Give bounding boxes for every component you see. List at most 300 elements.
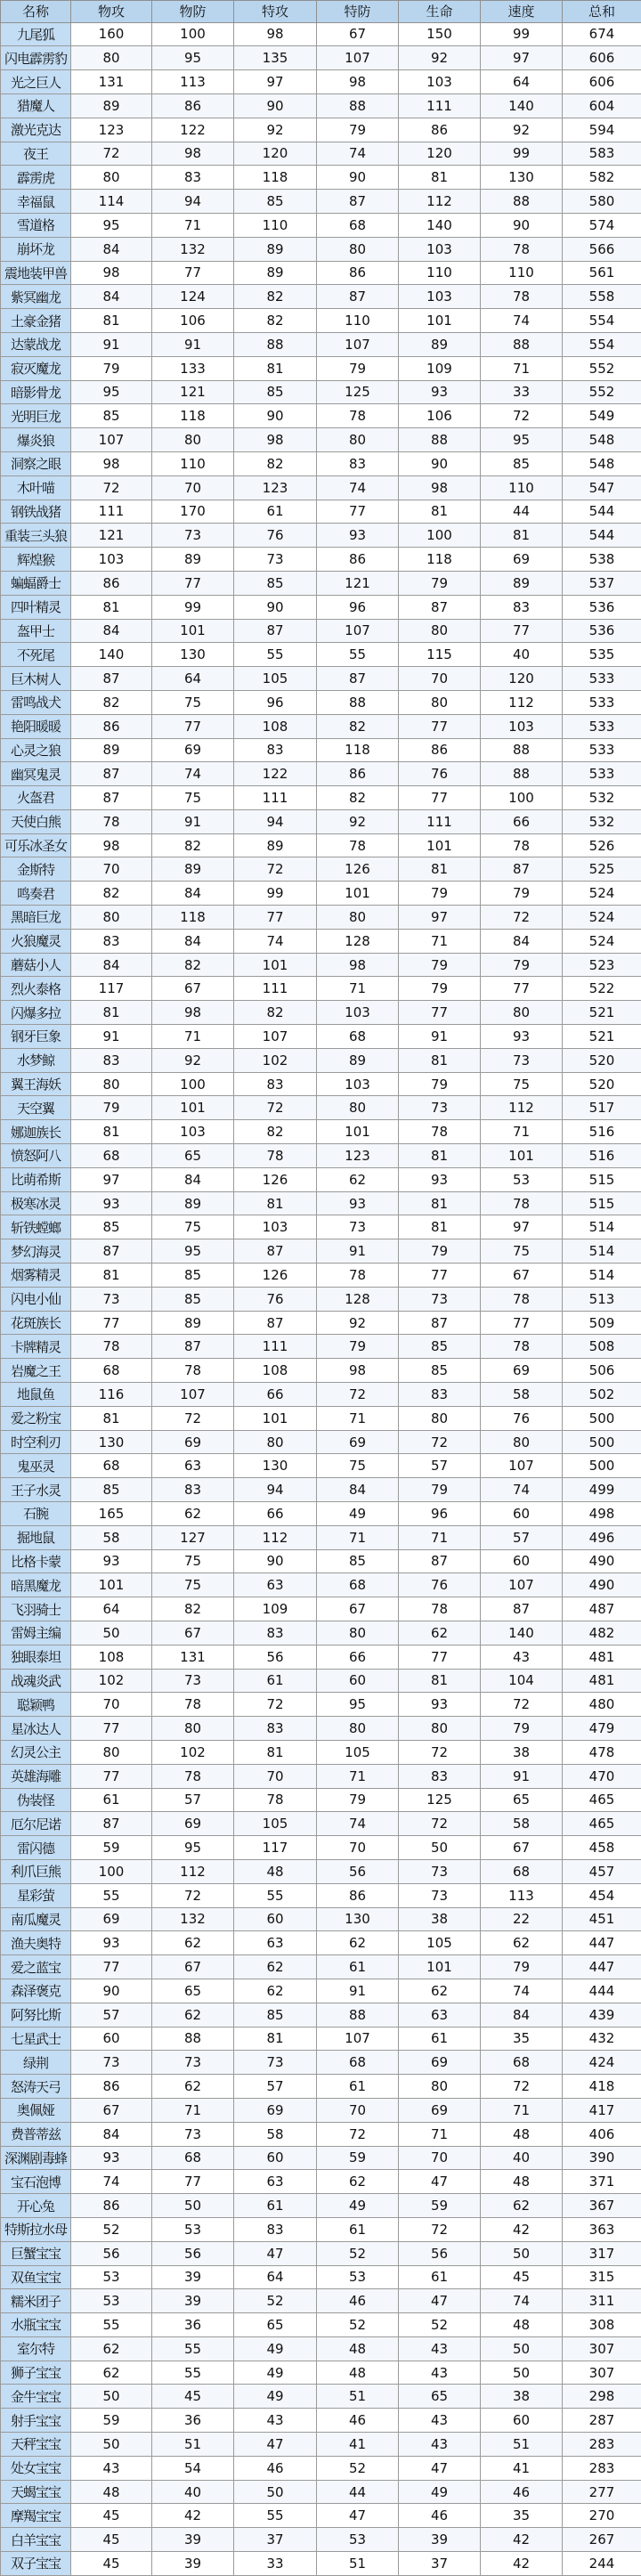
- table-row: [1, 404, 641, 428]
- table-row: [1, 1597, 641, 1621]
- special-attack-cell: 90: [234, 1549, 317, 1573]
- name-cell: 闪电小仙: [1, 1287, 71, 1311]
- speed-cell: 42: [481, 2552, 563, 2576]
- total-cell: 533: [563, 690, 641, 714]
- phys-attack-cell: 82: [71, 882, 152, 906]
- name-cell: 鸣奏君: [1, 882, 71, 906]
- total-cell: 270: [563, 2504, 641, 2528]
- total-cell: 315: [563, 2265, 641, 2289]
- total-cell: 363: [563, 2217, 641, 2241]
- name-cell: 雷姆主编: [1, 1621, 71, 1645]
- special-defense-cell: 51: [317, 2552, 399, 2576]
- phys-defense-cell: 102: [152, 1740, 234, 1764]
- phys-defense-cell: 92: [152, 1048, 234, 1072]
- speed-cell: 91: [481, 1764, 563, 1788]
- speed-cell: 46: [481, 2480, 563, 2504]
- name-cell: 可乐冰圣女: [1, 833, 71, 857]
- special-attack-cell: 94: [234, 809, 317, 833]
- phys-defense-cell: 45: [152, 2385, 234, 2409]
- hp-cell: 110: [399, 261, 481, 285]
- phys-attack-cell: 52: [71, 2217, 152, 2241]
- special-defense-cell: 53: [317, 2528, 399, 2552]
- table-row: [1, 2003, 641, 2027]
- speed-cell: 45: [481, 2265, 563, 2289]
- phys-defense-cell: 55: [152, 2361, 234, 2385]
- hp-cell: 80: [399, 1717, 481, 1741]
- name-cell: 洞察之眼: [1, 451, 71, 475]
- hp-cell: 50: [399, 1836, 481, 1860]
- phys-attack-cell: 70: [71, 1693, 152, 1717]
- special-defense-cell: 71: [317, 977, 399, 1001]
- speed-cell: 75: [481, 1239, 563, 1264]
- phys-defense-cell: 56: [152, 2241, 234, 2265]
- phys-attack-cell: 85: [71, 1478, 152, 1502]
- hp-cell: 109: [399, 356, 481, 380]
- table-row: [1, 1191, 641, 1215]
- total-cell: 500: [563, 1406, 641, 1430]
- speed-cell: 43: [481, 1645, 563, 1669]
- phys-attack-cell: 116: [71, 1383, 152, 1407]
- phys-defense-cell: 51: [152, 2433, 234, 2457]
- speed-cell: 87: [481, 1597, 563, 1621]
- total-cell: 447: [563, 1955, 641, 1979]
- phys-attack-cell: 98: [71, 261, 152, 285]
- name-cell: 激光克达: [1, 118, 71, 142]
- total-cell: 517: [563, 1096, 641, 1120]
- speed-cell: 113: [481, 1883, 563, 1907]
- special-attack-cell: 90: [234, 404, 317, 428]
- phys-defense-cell: 53: [152, 2217, 234, 2241]
- phys-attack-cell: 80: [71, 906, 152, 930]
- special-defense-cell: 80: [317, 237, 399, 261]
- hp-cell: 38: [399, 1907, 481, 1931]
- name-cell: 光之巨人: [1, 70, 71, 94]
- phys-defense-cell: 80: [152, 428, 234, 452]
- special-defense-cell: 48: [317, 2361, 399, 2385]
- total-cell: 502: [563, 1383, 641, 1407]
- phys-attack-cell: 90: [71, 1979, 152, 2003]
- table-row: [1, 428, 641, 452]
- phys-defense-cell: 91: [152, 809, 234, 833]
- special-attack-cell: 110: [234, 213, 317, 237]
- special-defense-cell: 91: [317, 1239, 399, 1264]
- phys-defense-cell: 63: [152, 1454, 234, 1478]
- special-attack-cell: 101: [234, 953, 317, 977]
- speed-cell: 51: [481, 2433, 563, 2457]
- special-attack-cell: 85: [234, 571, 317, 595]
- hp-cell: 85: [399, 1359, 481, 1383]
- speed-cell: 78: [481, 237, 563, 261]
- phys-attack-cell: 131: [71, 70, 152, 94]
- name-cell: 紫冥幽龙: [1, 285, 71, 309]
- phys-defense-cell: 88: [152, 2027, 234, 2051]
- speed-cell: 66: [481, 809, 563, 833]
- special-defense-cell: 103: [317, 1001, 399, 1025]
- hp-cell: 81: [399, 500, 481, 524]
- hp-cell: 72: [399, 1812, 481, 1836]
- name-cell: 处女宝宝: [1, 2456, 71, 2480]
- table-row: [1, 833, 641, 857]
- phys-attack-cell: 55: [71, 1883, 152, 1907]
- speed-cell: 101: [481, 1144, 563, 1168]
- phys-attack-cell: 77: [71, 1764, 152, 1788]
- phys-defense-cell: 78: [152, 1359, 234, 1383]
- special-defense-cell: 86: [317, 762, 399, 786]
- name-cell: 钢铁战猪: [1, 500, 71, 524]
- total-cell: 244: [563, 2552, 641, 2576]
- phys-defense-cell: 42: [152, 2504, 234, 2528]
- name-cell: 聪颖鸭: [1, 1693, 71, 1717]
- special-attack-cell: 123: [234, 475, 317, 500]
- phys-attack-cell: 84: [71, 285, 152, 309]
- phys-defense-cell: 89: [152, 857, 234, 882]
- table-row: [1, 1573, 641, 1597]
- phys-defense-cell: 39: [152, 2528, 234, 2552]
- total-cell: 451: [563, 1907, 641, 1931]
- special-defense-cell: 67: [317, 1597, 399, 1621]
- name-cell: 花斑族长: [1, 1311, 71, 1335]
- special-defense-cell: 80: [317, 1096, 399, 1120]
- table-row: [1, 1144, 641, 1168]
- special-defense-cell: 80: [317, 428, 399, 452]
- name-cell: 时空利刃: [1, 1430, 71, 1454]
- phys-defense-cell: 101: [152, 619, 234, 643]
- hp-cell: 150: [399, 22, 481, 46]
- phys-defense-cell: 132: [152, 237, 234, 261]
- phys-attack-cell: 74: [71, 2170, 152, 2194]
- special-attack-cell: 56: [234, 1645, 317, 1669]
- phys-defense-cell: 118: [152, 906, 234, 930]
- special-attack-cell: 94: [234, 1478, 317, 1502]
- name-cell: 不死尾: [1, 643, 71, 667]
- name-cell: 英雄海雕: [1, 1764, 71, 1788]
- name-cell: 利爪巨熊: [1, 1859, 71, 1883]
- phys-attack-cell: 160: [71, 22, 152, 46]
- special-defense-cell: 72: [317, 1383, 399, 1407]
- speed-cell: 88: [481, 332, 563, 356]
- name-cell: 幽冥鬼灵: [1, 762, 71, 786]
- table-row: [1, 500, 641, 524]
- speed-cell: 72: [481, 2075, 563, 2099]
- phys-attack-cell: 50: [71, 1621, 152, 1645]
- special-attack-cell: 102: [234, 1048, 317, 1072]
- hp-cell: 77: [399, 1264, 481, 1288]
- special-defense-cell: 80: [317, 1621, 399, 1645]
- table-row: [1, 2051, 641, 2075]
- special-defense-cell: 110: [317, 309, 399, 333]
- hp-cell: 85: [399, 1335, 481, 1359]
- table-row: [1, 1621, 641, 1645]
- phys-attack-cell: 81: [71, 1406, 152, 1430]
- speed-cell: 93: [481, 1025, 563, 1049]
- special-attack-cell: 76: [234, 524, 317, 548]
- total-cell: 558: [563, 285, 641, 309]
- special-defense-cell: 62: [317, 2170, 399, 2194]
- phys-attack-cell: 140: [71, 643, 152, 667]
- phys-defense-cell: 130: [152, 643, 234, 667]
- phys-attack-cell: 68: [71, 1144, 152, 1168]
- special-attack-cell: 48: [234, 1859, 317, 1883]
- phys-defense-cell: 122: [152, 118, 234, 142]
- special-defense-cell: 105: [317, 1740, 399, 1764]
- name-cell: 寂灭魔龙: [1, 356, 71, 380]
- special-attack-cell: 61: [234, 2194, 317, 2218]
- speed-cell: 67: [481, 1264, 563, 1288]
- special-attack-cell: 62: [234, 1979, 317, 2003]
- total-cell: 406: [563, 2122, 641, 2146]
- speed-cell: 50: [481, 2241, 563, 2265]
- phys-defense-cell: 113: [152, 70, 234, 94]
- special-defense-cell: 92: [317, 809, 399, 833]
- special-attack-cell: 108: [234, 714, 317, 738]
- hp-cell: 106: [399, 404, 481, 428]
- hp-cell: 77: [399, 1645, 481, 1669]
- name-cell: 天使白熊: [1, 809, 71, 833]
- special-attack-cell: 103: [234, 1215, 317, 1239]
- phys-attack-cell: 108: [71, 1645, 152, 1669]
- phys-attack-cell: 73: [71, 2051, 152, 2075]
- phys-defense-cell: 55: [152, 2336, 234, 2361]
- table-row: [1, 1764, 641, 1788]
- phys-attack-cell: 114: [71, 190, 152, 214]
- name-cell: 烟雾精灵: [1, 1264, 71, 1288]
- phys-defense-cell: 103: [152, 1120, 234, 1144]
- table-row: [1, 1167, 641, 1191]
- name-cell: 黑暗巨龙: [1, 906, 71, 930]
- hp-cell: 83: [399, 1383, 481, 1407]
- hp-cell: 120: [399, 142, 481, 166]
- phys-defense-cell: 72: [152, 1883, 234, 1907]
- phys-attack-cell: 117: [71, 977, 152, 1001]
- name-cell: 摩羯宝宝: [1, 2504, 71, 2528]
- total-cell: 465: [563, 1812, 641, 1836]
- phys-attack-cell: 81: [71, 1264, 152, 1288]
- name-cell: 渔夫奥特: [1, 1931, 71, 1955]
- special-defense-cell: 80: [317, 1717, 399, 1741]
- special-defense-cell: 52: [317, 2241, 399, 2265]
- special-defense-cell: 101: [317, 882, 399, 906]
- total-cell: 594: [563, 118, 641, 142]
- special-defense-cell: 98: [317, 70, 399, 94]
- hp-cell: 63: [399, 2003, 481, 2027]
- hp-cell: 72: [399, 1740, 481, 1764]
- special-defense-cell: 68: [317, 2051, 399, 2075]
- special-attack-cell: 105: [234, 1812, 317, 1836]
- table-row: [1, 1502, 641, 1526]
- name-cell: 怒涛天弓: [1, 2075, 71, 2099]
- name-cell: 金牛宝宝: [1, 2385, 71, 2409]
- total-cell: 298: [563, 2385, 641, 2409]
- special-defense-cell: 77: [317, 500, 399, 524]
- hp-cell: 69: [399, 2098, 481, 2122]
- hp-cell: 88: [399, 428, 481, 452]
- name-cell: 南瓜魔灵: [1, 1907, 71, 1931]
- speed-cell: 77: [481, 977, 563, 1001]
- phys-defense-cell: 71: [152, 213, 234, 237]
- phys-attack-cell: 79: [71, 1096, 152, 1120]
- name-cell: 土豪金猪: [1, 309, 71, 333]
- special-defense-cell: 107: [317, 332, 399, 356]
- special-attack-cell: 72: [234, 1693, 317, 1717]
- phys-attack-cell: 85: [71, 404, 152, 428]
- phys-attack-cell: 93: [71, 1549, 152, 1573]
- total-cell: 554: [563, 309, 641, 333]
- total-cell: 496: [563, 1525, 641, 1549]
- name-cell: 飞羽骑士: [1, 1597, 71, 1621]
- column-header-hp: 生命: [399, 1, 481, 23]
- phys-defense-cell: 89: [152, 1311, 234, 1335]
- phys-attack-cell: 89: [71, 93, 152, 118]
- special-defense-cell: 83: [317, 451, 399, 475]
- table-row: [1, 1525, 641, 1549]
- special-defense-cell: 68: [317, 1025, 399, 1049]
- phys-attack-cell: 53: [71, 2289, 152, 2313]
- special-attack-cell: 111: [234, 786, 317, 810]
- name-cell: 九尾狐: [1, 22, 71, 46]
- speed-cell: 100: [481, 786, 563, 810]
- speed-cell: 74: [481, 309, 563, 333]
- special-attack-cell: 112: [234, 1525, 317, 1549]
- phys-defense-cell: 65: [152, 1144, 234, 1168]
- total-cell: 277: [563, 2480, 641, 2504]
- total-cell: 561: [563, 261, 641, 285]
- phys-attack-cell: 82: [71, 690, 152, 714]
- table-row: [1, 142, 641, 166]
- special-defense-cell: 71: [317, 1406, 399, 1430]
- phys-attack-cell: 80: [71, 1072, 152, 1096]
- name-cell: 火盔君: [1, 786, 71, 810]
- hp-cell: 79: [399, 882, 481, 906]
- phys-attack-cell: 53: [71, 2265, 152, 2289]
- phys-defense-cell: 82: [152, 833, 234, 857]
- name-cell: 比格卡蒙: [1, 1549, 71, 1573]
- table-row: [1, 1859, 641, 1883]
- name-cell: 糯米团子: [1, 2289, 71, 2313]
- hp-cell: 69: [399, 2051, 481, 2075]
- total-cell: 523: [563, 953, 641, 977]
- special-attack-cell: 87: [234, 1311, 317, 1335]
- phys-attack-cell: 95: [71, 213, 152, 237]
- name-cell: 宝石泡博: [1, 2170, 71, 2194]
- header-row: [1, 1, 641, 23]
- speed-cell: 71: [481, 1120, 563, 1144]
- special-defense-cell: 82: [317, 714, 399, 738]
- special-defense-cell: 87: [317, 285, 399, 309]
- speed-cell: 92: [481, 118, 563, 142]
- hp-cell: 61: [399, 2027, 481, 2051]
- hp-cell: 76: [399, 762, 481, 786]
- phys-attack-cell: 93: [71, 1931, 152, 1955]
- speed-cell: 112: [481, 690, 563, 714]
- table-row: [1, 524, 641, 548]
- table-row: [1, 451, 641, 475]
- phys-attack-cell: 87: [71, 667, 152, 691]
- column-header-total: 总和: [563, 1, 641, 23]
- column-header-phys-defense: 物防: [152, 1, 234, 23]
- total-cell: 487: [563, 1597, 641, 1621]
- phys-defense-cell: 39: [152, 2552, 234, 2576]
- special-defense-cell: 74: [317, 142, 399, 166]
- name-cell: 幻灵公主: [1, 1740, 71, 1764]
- table-row: [1, 1406, 641, 1430]
- phys-attack-cell: 61: [71, 1788, 152, 1812]
- phys-defense-cell: 69: [152, 738, 234, 762]
- table-row: [1, 1478, 641, 1502]
- phys-attack-cell: 87: [71, 1239, 152, 1264]
- phys-attack-cell: 91: [71, 1025, 152, 1049]
- special-defense-cell: 47: [317, 2504, 399, 2528]
- total-cell: 535: [563, 643, 641, 667]
- special-defense-cell: 74: [317, 475, 399, 500]
- phys-attack-cell: 57: [71, 2003, 152, 2027]
- phys-defense-cell: 94: [152, 190, 234, 214]
- speed-cell: 48: [481, 2313, 563, 2337]
- total-cell: 514: [563, 1239, 641, 1264]
- table-row: [1, 1359, 641, 1383]
- phys-attack-cell: 87: [71, 1812, 152, 1836]
- name-cell: 爱之粉宝: [1, 1406, 71, 1430]
- phys-defense-cell: 70: [152, 475, 234, 500]
- special-defense-cell: 61: [317, 2075, 399, 2099]
- name-cell: 奥佩娅: [1, 2098, 71, 2122]
- table-row: [1, 762, 641, 786]
- speed-cell: 60: [481, 2409, 563, 2433]
- special-defense-cell: 68: [317, 1573, 399, 1597]
- phys-defense-cell: 67: [152, 977, 234, 1001]
- speed-cell: 99: [481, 22, 563, 46]
- special-attack-cell: 87: [234, 619, 317, 643]
- name-cell: 特斯拉水母: [1, 2217, 71, 2241]
- speed-cell: 72: [481, 404, 563, 428]
- name-cell: 心灵之狼: [1, 738, 71, 762]
- phys-attack-cell: 80: [71, 46, 152, 70]
- special-attack-cell: 81: [234, 2027, 317, 2051]
- hp-cell: 72: [399, 2217, 481, 2241]
- speed-cell: 80: [481, 1001, 563, 1025]
- name-cell: 四叶精灵: [1, 595, 71, 619]
- special-attack-cell: 83: [234, 738, 317, 762]
- speed-cell: 78: [481, 1287, 563, 1311]
- total-cell: 533: [563, 738, 641, 762]
- special-attack-cell: 85: [234, 190, 317, 214]
- special-attack-cell: 55: [234, 2504, 317, 2528]
- phys-defense-cell: 75: [152, 1215, 234, 1239]
- speed-cell: 44: [481, 500, 563, 524]
- table-row: [1, 1215, 641, 1239]
- table-row: [1, 1383, 641, 1407]
- hp-cell: 79: [399, 1072, 481, 1096]
- table-row: [1, 237, 641, 261]
- speed-cell: 35: [481, 2504, 563, 2528]
- hp-cell: 112: [399, 190, 481, 214]
- name-cell: 暗影骨龙: [1, 380, 71, 404]
- total-cell: 317: [563, 2241, 641, 2265]
- special-defense-cell: 95: [317, 1693, 399, 1717]
- total-cell: 554: [563, 332, 641, 356]
- special-attack-cell: 72: [234, 857, 317, 882]
- total-cell: 439: [563, 2003, 641, 2027]
- speed-cell: 120: [481, 667, 563, 691]
- speed-cell: 58: [481, 1383, 563, 1407]
- table-row: [1, 714, 641, 738]
- total-cell: 520: [563, 1072, 641, 1096]
- table-row: [1, 1669, 641, 1693]
- speed-cell: 72: [481, 906, 563, 930]
- speed-cell: 22: [481, 1907, 563, 1931]
- special-attack-cell: 62: [234, 1955, 317, 1979]
- speed-cell: 53: [481, 1167, 563, 1191]
- name-cell: 双鱼宝宝: [1, 2265, 71, 2289]
